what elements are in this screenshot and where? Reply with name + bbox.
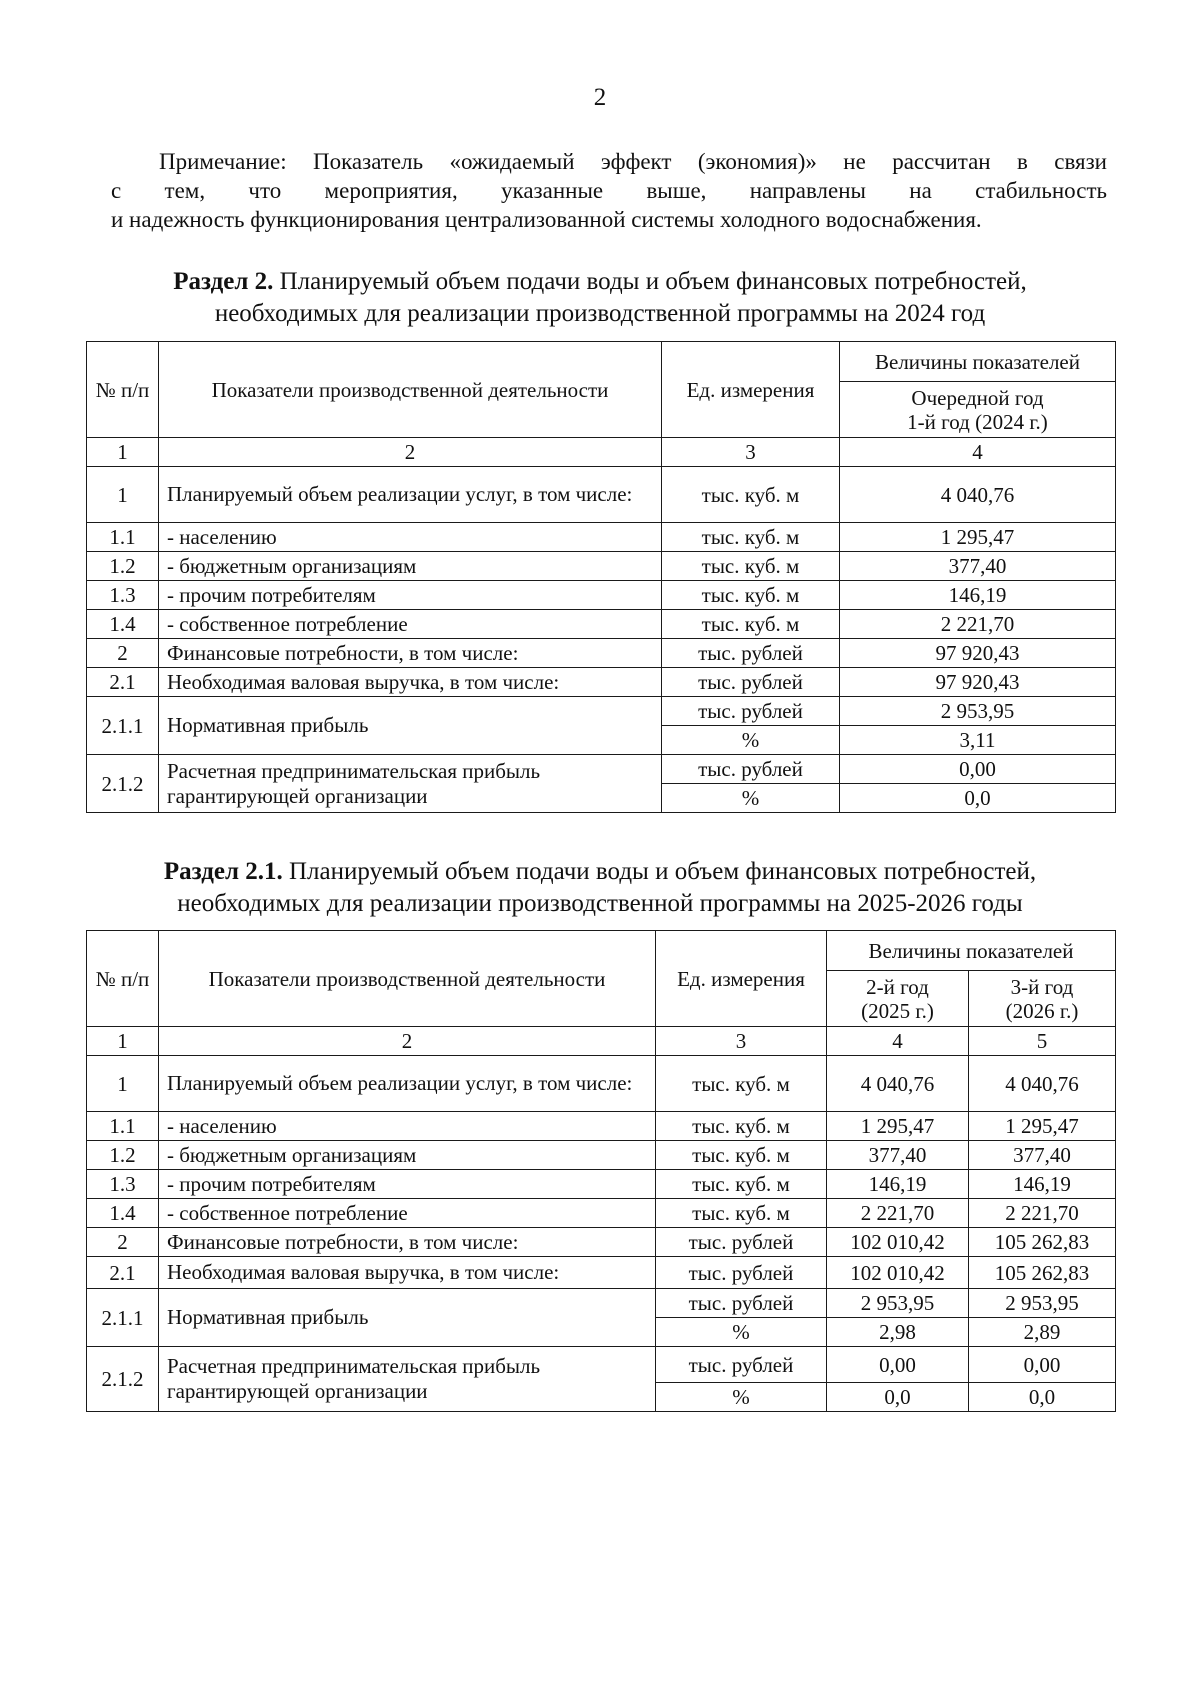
- table-cell: 1.2: [87, 552, 159, 581]
- note-line: с тем, что мероприятия, указанные выше, направлены на стабильность: [111, 178, 1107, 203]
- section-2-table: [86, 341, 1116, 813]
- table-cell: 0,0: [840, 784, 1116, 813]
- table-cell: - прочим потребителям: [159, 1170, 656, 1199]
- table-cell: 0,00: [827, 1347, 969, 1383]
- col-index: 3: [656, 1027, 827, 1056]
- table-cell: тыс. рублей: [662, 697, 840, 726]
- table-row: [87, 697, 1116, 726]
- table-row: [87, 1257, 1116, 1289]
- col-index: 2: [159, 438, 662, 467]
- table-row: [87, 610, 1116, 639]
- table-cell: 1.3: [87, 581, 159, 610]
- header-num: № п/п: [87, 931, 159, 1027]
- table-cell: 1.4: [87, 610, 159, 639]
- table-cell: - бюджетным организациям: [159, 552, 662, 581]
- table-cell: 2 953,95: [827, 1289, 969, 1318]
- table-cell: тыс. куб. м: [662, 610, 840, 639]
- table-cell: Расчетная предпринимательская прибыль гарантирующей организации: [159, 1347, 656, 1412]
- table-cell: 105 262,83: [969, 1257, 1116, 1289]
- table-cell: 2 953,95: [969, 1289, 1116, 1318]
- table-cell: тыс. рублей: [656, 1347, 827, 1383]
- header-values: Величины показателей: [827, 931, 1116, 971]
- table-cell: 4 040,76: [840, 467, 1116, 523]
- header-unit: Ед. измерения: [662, 342, 840, 438]
- table-cell: 1: [87, 1056, 159, 1112]
- table-cell: тыс. рублей: [662, 755, 840, 784]
- table-row: [87, 1141, 1116, 1170]
- table-cell: 2,89: [969, 1318, 1116, 1347]
- table-cell: тыс. куб. м: [656, 1112, 827, 1141]
- table-cell: 2 221,70: [840, 610, 1116, 639]
- header-year-2: 2-й год (2025 г.): [827, 971, 969, 1027]
- table-cell: тыс. рублей: [656, 1257, 827, 1289]
- table-cell: 102 010,42: [827, 1228, 969, 1257]
- table-cell: 1.1: [87, 523, 159, 552]
- table-cell: %: [662, 726, 840, 755]
- section-2-1-table: [86, 930, 1116, 1412]
- col-index: 1: [87, 438, 159, 467]
- table-cell: - прочим потребителям: [159, 581, 662, 610]
- table-cell: Расчетная предпринимательская прибыль гарантирующей организации: [159, 755, 662, 813]
- table-cell: 146,19: [969, 1170, 1116, 1199]
- table-cell: 1.3: [87, 1170, 159, 1199]
- col-index: 3: [662, 438, 840, 467]
- table-cell: 146,19: [827, 1170, 969, 1199]
- table-row: [87, 523, 1116, 552]
- table-cell: 1.1: [87, 1112, 159, 1141]
- col-index: 5: [969, 1027, 1116, 1056]
- table-cell: 2 953,95: [840, 697, 1116, 726]
- table-cell: 377,40: [840, 552, 1116, 581]
- table-cell: 0,0: [827, 1383, 969, 1412]
- table-cell: Планируемый объем реализации услуг, в том числе:: [159, 467, 662, 523]
- header-values: Величины показателей: [840, 342, 1116, 382]
- table-cell: 0,00: [969, 1347, 1116, 1383]
- col-index: 1: [87, 1027, 159, 1056]
- table-row: [87, 1347, 1116, 1383]
- table-cell: 2 221,70: [969, 1199, 1116, 1228]
- table-cell: тыс. куб. м: [656, 1199, 827, 1228]
- header-unit: Ед. измерения: [656, 931, 827, 1027]
- section-2-1-title: [70, 856, 1130, 920]
- table-cell: тыс. куб. м: [662, 552, 840, 581]
- section-2-title: [70, 266, 1130, 330]
- table-cell: Планируемый объем реализации услуг, в том числе:: [159, 1056, 656, 1112]
- table-cell: 2: [87, 1228, 159, 1257]
- table-row: [87, 1228, 1116, 1257]
- table-cell: 0,0: [969, 1383, 1116, 1412]
- table-cell: %: [656, 1383, 827, 1412]
- table-cell: тыс. куб. м: [662, 581, 840, 610]
- table-row: [87, 1170, 1116, 1199]
- table-cell: 2.1.2: [87, 1347, 159, 1412]
- table-row: [87, 1112, 1116, 1141]
- table-cell: тыс. куб. м: [662, 467, 840, 523]
- table-cell: %: [662, 784, 840, 813]
- table-cell: 2.1.2: [87, 755, 159, 813]
- table-cell: 102 010,42: [827, 1257, 969, 1289]
- table-cell: Нормативная прибыль: [159, 697, 662, 755]
- section-2-label: Раздел 2.: [173, 268, 274, 295]
- table-cell: тыс. куб. м: [662, 523, 840, 552]
- table-cell: - собственное потребление: [159, 1199, 656, 1228]
- section-2-title-line2: необходимых для реализации производственной программы на 2024 год: [214, 300, 986, 327]
- table-row: [87, 755, 1116, 784]
- table-cell: 1 295,47: [827, 1112, 969, 1141]
- section-2-1-label: Раздел 2.1.: [163, 858, 283, 885]
- table-cell: тыс. куб. м: [656, 1056, 827, 1112]
- table-cell: 97 920,43: [840, 639, 1116, 668]
- table-cell: - собственное потребление: [159, 610, 662, 639]
- col-index: 4: [827, 1027, 969, 1056]
- table-cell: 97 920,43: [840, 668, 1116, 697]
- col-index: 4: [840, 438, 1116, 467]
- table-cell: Необходимая валовая выручка, в том числе:: [159, 668, 662, 697]
- table-cell: 2.1: [87, 668, 159, 697]
- section-2-1-title-line2: необходимых для реализации производственной программы на 2025-2026 годы: [177, 890, 1023, 917]
- table-cell: 1.4: [87, 1199, 159, 1228]
- header-num: № п/п: [87, 342, 159, 438]
- table-row: [87, 581, 1116, 610]
- table-cell: - бюджетным организациям: [159, 1141, 656, 1170]
- table-cell: 1 295,47: [969, 1112, 1116, 1141]
- table-cell: тыс. рублей: [656, 1228, 827, 1257]
- table-row: [87, 668, 1116, 697]
- note-line: Примечание: Показатель «ожидаемый эффект (экономия)» не рассчитан в связи: [159, 149, 1107, 174]
- table-cell: 146,19: [840, 581, 1116, 610]
- table-cell: %: [656, 1318, 827, 1347]
- table-cell: Необходимая валовая выручка, в том числе:: [159, 1257, 656, 1289]
- table-cell: 377,40: [827, 1141, 969, 1170]
- table-cell: 105 262,83: [969, 1228, 1116, 1257]
- table-cell: 2.1.1: [87, 1289, 159, 1347]
- col-index: 2: [159, 1027, 656, 1056]
- section-2-1-title-line1: Планируемый объем подачи воды и объем финансовых потребностей,: [288, 858, 1037, 885]
- table-cell: тыс. куб. м: [656, 1141, 827, 1170]
- header-year-1: Очередной год 1-й год (2024 г.): [840, 382, 1116, 438]
- section-2-title-line1: Планируемый объем подачи воды и объем финансовых потребностей,: [279, 268, 1027, 295]
- table-cell: - населению: [159, 1112, 656, 1141]
- table-cell: 0,00: [840, 755, 1116, 784]
- table-cell: тыс. рублей: [662, 668, 840, 697]
- table-row: [87, 552, 1116, 581]
- table-row: [87, 1056, 1116, 1112]
- table-cell: 2.1: [87, 1257, 159, 1289]
- table-cell: 1.2: [87, 1141, 159, 1170]
- table-cell: 4 040,76: [827, 1056, 969, 1112]
- table-row: [87, 1199, 1116, 1228]
- header-year-3: 3-й год (2026 г.): [969, 971, 1116, 1027]
- table-cell: 1 295,47: [840, 523, 1116, 552]
- table-cell: 2,98: [827, 1318, 969, 1347]
- note-paragraph: [111, 147, 1107, 234]
- header-indicator: Показатели производственной деятельности: [159, 342, 662, 438]
- table-cell: 377,40: [969, 1141, 1116, 1170]
- table-cell: тыс. куб. м: [656, 1170, 827, 1199]
- table-cell: Нормативная прибыль: [159, 1289, 656, 1347]
- table-cell: тыс. рублей: [656, 1289, 827, 1318]
- table-cell: 2.1.1: [87, 697, 159, 755]
- table-cell: Финансовые потребности, в том числе:: [159, 639, 662, 668]
- table-row: [87, 639, 1116, 668]
- note-line: и надежность функционирования централизованной системы холодного водоснабжения.: [111, 207, 982, 232]
- table-cell: 2: [87, 639, 159, 668]
- table-cell: 3,11: [840, 726, 1116, 755]
- page-number: 2: [593, 84, 607, 111]
- table-cell: тыс. рублей: [662, 639, 840, 668]
- table-cell: 2 221,70: [827, 1199, 969, 1228]
- table-row: [87, 467, 1116, 523]
- table-cell: - населению: [159, 523, 662, 552]
- table-row: [87, 1289, 1116, 1318]
- table-cell: 4 040,76: [969, 1056, 1116, 1112]
- header-indicator: Показатели производственной деятельности: [159, 931, 656, 1027]
- table-cell: Финансовые потребности, в том числе:: [159, 1228, 656, 1257]
- table-cell: 1: [87, 467, 159, 523]
